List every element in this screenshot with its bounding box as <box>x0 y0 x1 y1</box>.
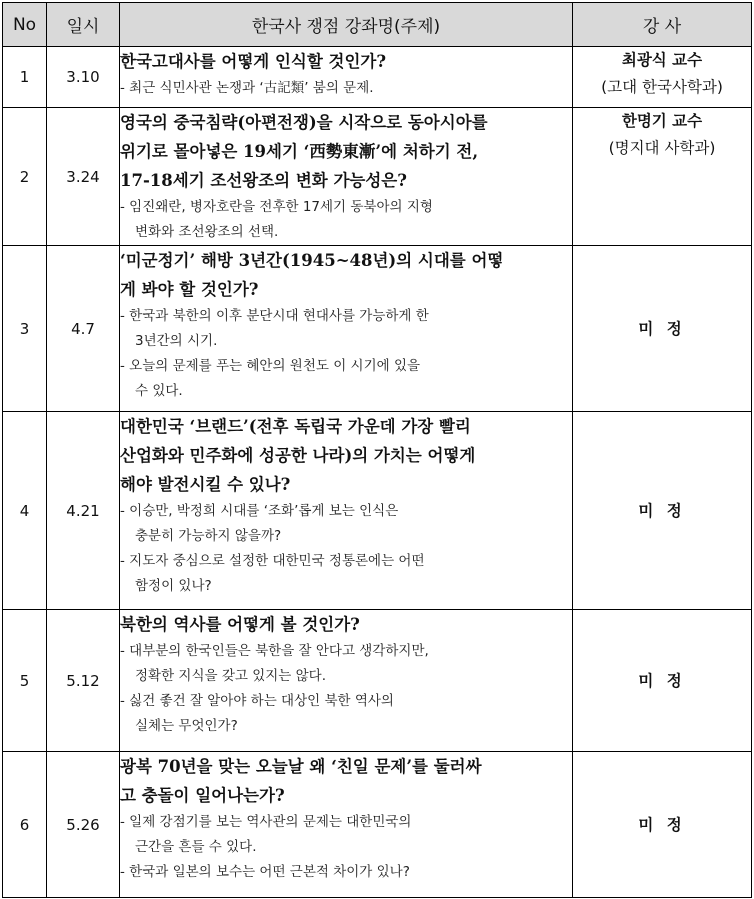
lecture-table <box>2 2 752 898</box>
row-lecturer <box>573 246 752 412</box>
topic-subpoint <box>120 689 572 739</box>
row-lecturer <box>573 610 752 752</box>
topic-title-line: 대한민국 ‘브랜드’(전후 독립국 가운데 가장 빨리 <box>120 417 471 436</box>
lecturer-name: 미 정 <box>638 319 686 338</box>
subpoint-line: - 임진왜란, 병자호란을 전후한 17세기 동북아의 지형 <box>120 199 433 215</box>
lecturer-name: 최광식 교수 <box>621 51 703 69</box>
subpoint-line: 정확한 지식을 갖고 있지는 않다. <box>135 668 326 684</box>
topic-subpoint <box>120 354 572 404</box>
header-date: 일시 <box>47 3 120 47</box>
lecturer-name: 미 정 <box>638 815 686 834</box>
topic-title-line: 해야 발전시킬 수 있나? <box>120 475 291 494</box>
table-row <box>3 610 752 752</box>
table-row <box>3 108 752 246</box>
row-number: 1 <box>3 47 47 108</box>
row-topic <box>120 108 573 246</box>
topic-subpoint <box>120 639 572 689</box>
topic-subpoint <box>120 549 572 599</box>
subpoint-line: 근간을 흔들 수 있다. <box>135 839 257 855</box>
header-no: No <box>3 3 47 47</box>
lecturer-affiliation: (고대 한국사학과) <box>601 78 723 96</box>
row-number: 4 <box>3 412 47 610</box>
table-row <box>3 246 752 412</box>
subpoint-line: - 이승만, 박정희 시대를 ‘조화’롭게 보는 인식은 <box>120 503 399 519</box>
subpoint-line: - 싫건 좋건 잘 알아야 하는 대상인 북한 역사의 <box>120 693 394 709</box>
row-date: 3.10 <box>47 47 120 108</box>
header-topic: 한국사 쟁점 강좌명(주제) <box>120 3 573 47</box>
subpoint-line: - 대부분의 한국인들은 북한을 잘 안다고 생각하지만, <box>120 643 429 659</box>
lecturer-affiliation: (명지대 사학과) <box>608 139 716 157</box>
topic-subpoint <box>120 195 572 245</box>
header-lecturer: 강 사 <box>573 3 752 47</box>
subpoint-line: - 일제 강점기를 보는 역사관의 문제는 대한민국의 <box>120 814 412 830</box>
subpoint-line: 3년간의 시기. <box>135 333 218 349</box>
row-lecturer <box>573 47 752 108</box>
subpoint-line: 함정이 있나? <box>135 578 212 594</box>
topic-subpoint <box>120 499 572 549</box>
lecturer-name: 한명기 교수 <box>621 112 703 130</box>
subpoint-line: 변화와 조선왕조의 선택. <box>135 224 279 240</box>
row-date: 5.26 <box>47 752 120 898</box>
row-date: 5.12 <box>47 610 120 752</box>
topic-title-line: 광복 70년을 맞는 오늘날 왜 ‘친일 문제’를 둘러싸 <box>120 757 482 776</box>
subpoint-line: 실체는 무엇인가? <box>135 718 238 734</box>
row-lecturer <box>573 412 752 610</box>
subpoint-line: - 오늘의 문제를 푸는 혜안의 원천도 이 시기에 있을 <box>120 358 421 374</box>
subpoint-line: 수 있다. <box>135 383 183 399</box>
topic-title-line: 고 충돌이 일어나는가? <box>120 786 285 805</box>
subpoint-line: - 한국과 일본의 보수는 어떤 근본적 차이가 있나? <box>120 864 410 880</box>
topic-title-line: 게 봐야 할 것인가? <box>120 280 259 299</box>
topic-title-line: ‘미군정기’ 해방 3년간(1945~48년)의 시대를 어떻 <box>120 251 504 270</box>
row-date: 4.21 <box>47 412 120 610</box>
table-row <box>3 752 752 898</box>
table-row <box>3 412 752 610</box>
topic-subpoint <box>120 810 572 860</box>
subpoint-line: - 지도자 중심으로 설정한 대한민국 정통론에는 어떤 <box>120 553 425 569</box>
row-number: 6 <box>3 752 47 898</box>
topic-title-line: 영국의 중국침략(아편전쟁)을 시작으로 동아시아를 <box>120 113 488 132</box>
row-number: 3 <box>3 246 47 412</box>
topic-title-line: 위기로 몰아넣은 19세기 ‘西勢東漸’에 처하기 전, <box>120 142 479 161</box>
row-lecturer <box>573 108 752 246</box>
row-topic <box>120 246 573 412</box>
topic-title-line: 한국고대사를 어떻게 인식할 것인가? <box>120 52 386 71</box>
lecturer-name: 미 정 <box>638 671 686 690</box>
row-topic <box>120 47 573 108</box>
row-topic <box>120 412 573 610</box>
topic-title-line: 산업화와 민주화에 성공한 나라)의 가치는 어떻게 <box>120 446 476 465</box>
subpoint-line: - 최근 식민사관 논쟁과 ‘古記類’ 붐의 문제. <box>120 80 374 96</box>
topic-subpoint <box>120 304 572 354</box>
table-row <box>3 47 752 108</box>
row-number: 2 <box>3 108 47 246</box>
row-lecturer <box>573 752 752 898</box>
topic-subpoint <box>120 860 572 885</box>
subpoint-line: - 한국과 북한의 이후 분단시대 현대사를 가능하게 한 <box>120 308 429 324</box>
topic-title-line: 북한의 역사를 어떻게 볼 것인가? <box>120 615 360 634</box>
row-topic <box>120 610 573 752</box>
topic-title-line: 17-18세기 조선왕조의 변화 가능성은? <box>120 171 407 190</box>
table-body <box>3 47 752 898</box>
row-date: 3.24 <box>47 108 120 246</box>
row-topic <box>120 752 573 898</box>
header-row <box>3 3 752 47</box>
subpoint-line: 충분히 가능하지 않을까? <box>135 528 282 544</box>
row-date: 4.7 <box>47 246 120 412</box>
lecturer-name: 미 정 <box>638 501 686 520</box>
row-number: 5 <box>3 610 47 752</box>
topic-subpoint <box>120 76 572 101</box>
